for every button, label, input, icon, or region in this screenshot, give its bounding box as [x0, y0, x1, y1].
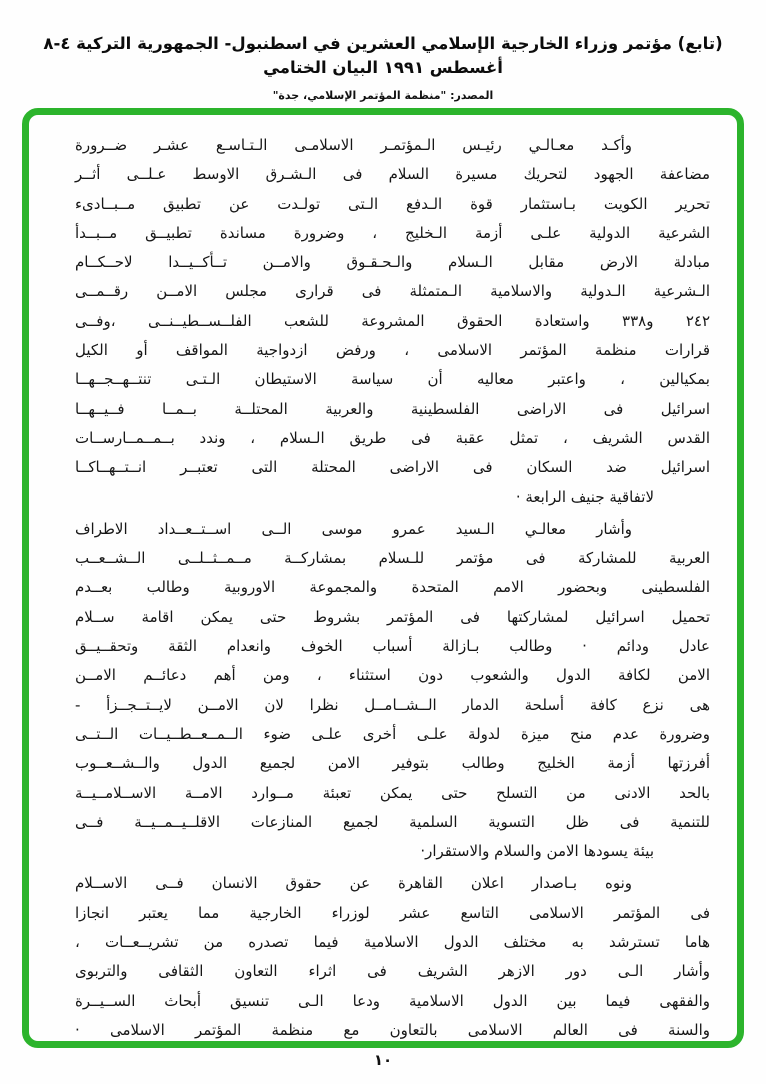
- text-line: ونوه بـاصدار اعلان القاهرة عن حقوق الانسان فــى الاســلام: [75, 874, 632, 893]
- text-line: والفقهى فيما بين الدول الاسلامية ودعا الـى تنسيق أبحاث الســيــرة: [75, 991, 710, 1010]
- page-number: ١٠: [373, 1051, 393, 1069]
- text-line: الـشرعية الـدولية والاسلامية الـمتمثلة فى قرارى مجلس الامــن رقــمــى: [75, 282, 710, 301]
- text-line: اسرائيل فى الاراضى الفلسطينية والعربية المحتلــة بــمــا فــيــهــا: [75, 399, 710, 418]
- text-line: هى نزع كافة أسلحة الدمار الــشــامــل نظرا لان الامــن لايــتــجــزأ -: [75, 695, 710, 714]
- text-line: اسرائيل ضد السكان فى الاراضى المحتلة التى تعتبــر انــتــهــاكــا: [75, 458, 710, 477]
- text-line: وأشار الـى دور الازهر الشريف فى اثراء التعاون الثقافى والتربوى: [75, 962, 710, 981]
- text-line: بالحد الادنى من التسلح حتى يمكن تعبئة مــوارد الامــة الاســلامــيــة: [75, 783, 710, 802]
- text-line: تحميل اسرائيل لمشاركتها فى المؤتمر بشروط حتى يمكن اقامة ســلام: [75, 607, 710, 626]
- paragraph-3: [75, 869, 710, 1045]
- text-line: الامن لكافة الدول والشعوب دون استثناء ، ومن أهم دعائــم الامــن: [75, 666, 710, 685]
- text-line: لاتفاقية جنيف الرابعة ·: [515, 487, 654, 506]
- text-line: الفلسطينى وبحضور الامم المتحدة والمجموعة الاوروبية وطالب بعــدم: [75, 578, 710, 597]
- text-line: أفرزتها أزمة الخليج وطالب بتوفير الامن لجميع الدول والــشــعــوب: [75, 754, 710, 773]
- text-line: القدس الشريف ، تمثل عقبة فى طريق الـسلام ، وندد بــمــمــارســات: [75, 428, 710, 447]
- text-line: والسنة فى العالم الاسلامى بالتعاون مع منظمة المؤتمر الاسلامى ·: [75, 1020, 710, 1039]
- text-line: بيئة يسودها الامن والسلام والاستقرار·: [420, 842, 654, 861]
- text-line: تحرير الكويت بـاستثمار قوة الـدفع الـتى تولـدت عن تطبيق مــبــادىء: [75, 194, 710, 213]
- text-line: وضرورة عدم منح ميزة لدولة علـى أخرى علـى ضوء الــمــعــطــيــات الــتــى: [75, 724, 710, 743]
- text-line: مضاعفة الجهود لتحريك مسيرة السلام فى الـشـرق الاوسط عـلــى أثــر: [75, 165, 710, 184]
- text-line: عادل ودائم · وطالب بـازالة أسباب الخوف وانعدام الثقة وتحقــيــق: [75, 637, 710, 656]
- text-line: للتنمية فى ظل التسوية السلمية لجميع المنازعات الاقلــيــمــيــة فــى: [75, 812, 710, 831]
- text-line: وأشار معالـي الـسيد عمرو موسى الــى اســتــعــداد الاطراف: [75, 519, 632, 538]
- text-line: وأكـد معـالـي رئيـس الـمؤتمـر الاسلامـى الـتـاسـع عشـر ضــرورة: [75, 136, 632, 154]
- text-line: قرارات منظمة المؤتمر الاسلامى ، ورفض ازدواجية المواقف أو الكيل: [75, 341, 710, 360]
- text-line: هاما تسترشد به مختلف الدول الاسلامية فيما تصدره من تشريــعــات ،: [75, 933, 710, 952]
- text-line: فى المؤتمر الاسلامى التاسع عشر لوزراء الخارجية مما يعتبر انجازا: [75, 903, 710, 922]
- document-source-line: المصدر: "منظمة المؤتمر الإسلامي، جدة": [272, 88, 494, 102]
- paragraph-2: [75, 515, 710, 867]
- text-line: بمكيالين ، واعتبر معاليه أن سياسة الاستيطان الـتـى تنتــهــجــهــا: [75, 370, 710, 389]
- text-line: الشرعية الدولية علـى أزمة الـخليج ، وضرورة مساندة تطبيــق مــبــدأ: [75, 223, 710, 242]
- content-frame: [22, 108, 744, 1048]
- document-title: (تابع) مؤتمر وزراء الخارجية الإسلامي العشرين في اسطنبول- الجمهورية التركية ٤-٨ أغسطس ١٩٩١ البيان الختامي: [43, 34, 723, 77]
- text-line: العربية للمشاركة فى مؤتمر للـسلام بمشاركــة مــمــثــلــى الــشــعــب: [75, 549, 710, 568]
- text-line: مبادلة الارض مقابل الـسلام والـحـقـوق والامــن تــأكــيــدا لاحــكــام: [75, 253, 710, 272]
- text-line: ٢٤٢ و٣٣٨ واستعادة الحقوق المشروعة للشعب الفلــســطيــنــى ،وفــى: [75, 311, 710, 330]
- paragraph-1: [75, 131, 710, 512]
- document-header: [0, 32, 766, 102]
